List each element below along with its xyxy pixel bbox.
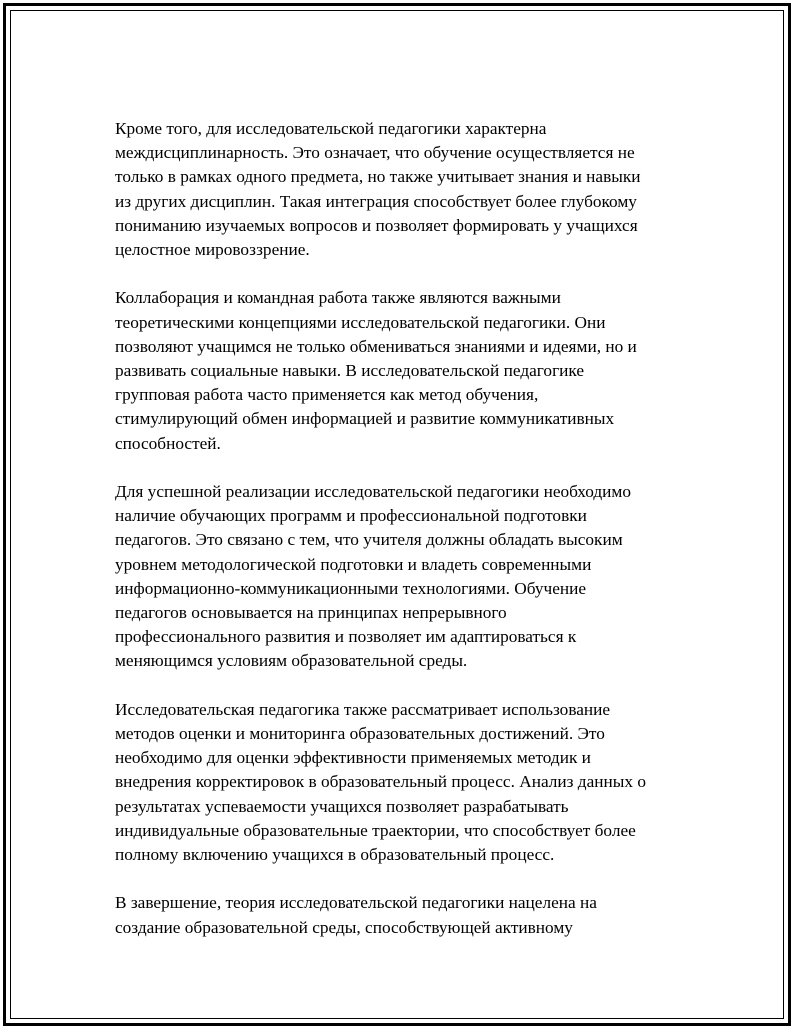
text-line: Исследовательская педагогика также рассматривает использование: [115, 699, 611, 719]
text-line: теоретическими концепциями исследовательской педагогики. Они: [115, 312, 606, 332]
text-line: В завершение, теория исследовательской педагогики нацелена на: [115, 893, 597, 913]
text-line: целостное мировоззрение.: [115, 240, 310, 260]
paragraph-interdisciplinarity: [115, 117, 695, 262]
text-line: из других дисциплин. Такая интеграция способствует более глубокому: [115, 191, 637, 211]
text-line: групповая работа часто применяется как метод обучения,: [115, 385, 539, 405]
paragraph-conclusion: [115, 891, 695, 939]
paragraph-collaboration: [115, 286, 695, 455]
text-line: результатах успеваемости учащихся позволяет разрабатывать: [115, 796, 569, 816]
text-line: педагогов. Это связано с тем, что учителя должны обладать высоким: [115, 530, 623, 550]
text-line: внедрения корректировок в образовательный процесс. Анализ данных о: [115, 772, 646, 792]
text-line: стимулирующий обмен информацией и развитие коммуникативных: [115, 409, 615, 429]
text-line: междисциплинарность. Это означает, что обучение осуществляется не: [115, 143, 635, 163]
text-line: меняющимся условиям образовательной среды.: [115, 651, 468, 671]
text-line: информационно-коммуникационными технологиями. Обучение: [115, 578, 587, 598]
text-line: Кроме того, для исследовательской педагогики характерна: [115, 119, 547, 138]
text-line: Коллаборация и командная работа также являются важными: [115, 288, 561, 308]
text-line: позволяют учащимся не только обмениваться знаниями и идеями, но и: [115, 336, 637, 356]
paragraph-assessment: [115, 698, 695, 867]
text-line: наличие обучающих программ и профессиональной подготовки: [115, 506, 587, 526]
paragraph-teacher-training: [115, 480, 695, 674]
text-line: методов оценки и мониторинга образовательных достижений. Это: [115, 724, 605, 744]
text-line: только в рамках одного предмета, но также учитывает знания и навыки: [115, 167, 641, 187]
text-line: индивидуальные образовательные траектории, что способствует более: [115, 820, 636, 840]
text-line: профессионального развития и позволяет им адаптироваться к: [115, 627, 577, 647]
document-body: [115, 117, 695, 964]
text-line: создание образовательной среды, способствующей активному: [115, 917, 573, 937]
text-line: способностей.: [115, 433, 221, 453]
text-line: полному включению учащихся в образовательный процесс.: [115, 845, 555, 865]
text-line: педагогов основывается на принципах непрерывного: [115, 603, 507, 623]
text-line: необходимо для оценки эффективности применяемых методик и: [115, 748, 591, 768]
text-line: уровнем методологической подготовки и владеть современными: [115, 554, 592, 574]
text-line: пониманию изучаемых вопросов и позволяет формировать у учащихся: [115, 215, 638, 235]
text-line: Для успешной реализации исследовательской педагогики необходимо: [115, 482, 632, 502]
text-line: развивать социальные навыки. В исследовательской педагогике: [115, 361, 585, 381]
